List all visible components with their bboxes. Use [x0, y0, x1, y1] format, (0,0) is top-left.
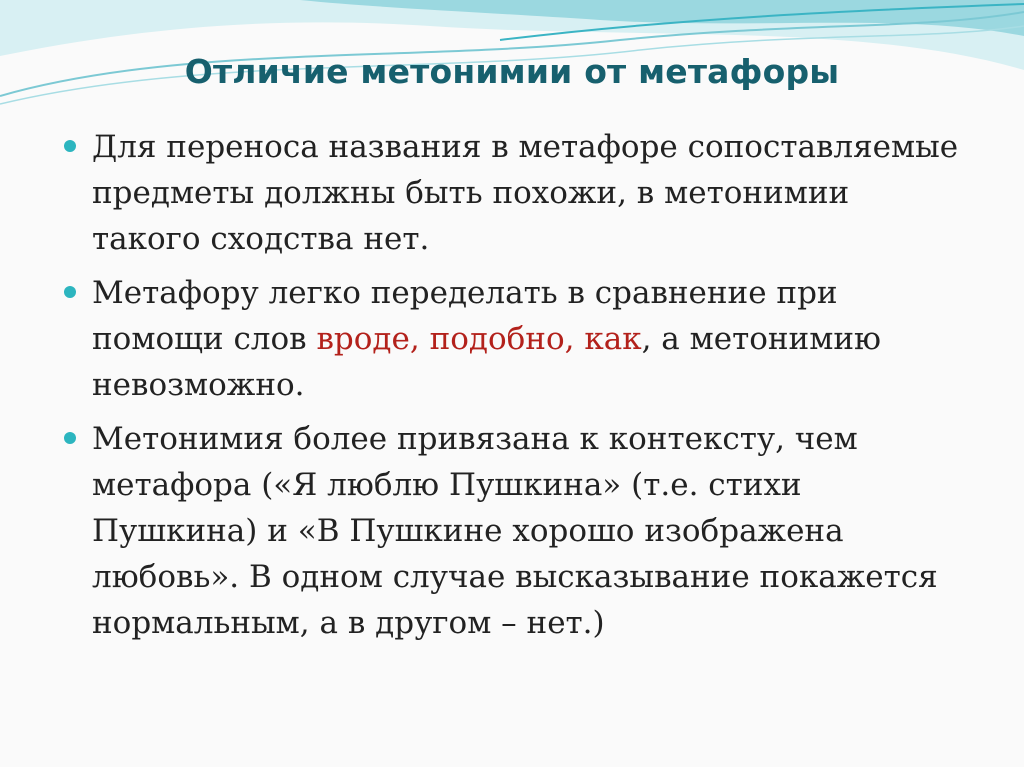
bullet-marker-icon [64, 286, 76, 298]
highlighted-words: вроде, подобно, как [316, 321, 642, 357]
bullet-marker-icon [64, 140, 76, 152]
bullet-list [60, 124, 960, 654]
bullet-text-before: Метафору легко переделать в сравнение при помощи слов [92, 275, 838, 357]
bullet-item [60, 124, 960, 262]
bullet-text: Для переноса названия в метафоре сопоставляемые предметы должны быть похожи, в метонимии такого сходства нет. [92, 129, 959, 257]
bullet-item [60, 416, 960, 646]
slide-title: Отличие метонимии от метафоры [184, 52, 840, 91]
bullet-text-after: , а метонимию невозможно. [92, 321, 881, 403]
bullet-text: Метонимия более привязана к контексту, чем метафора («Я люблю Пушкина» (т.е. стихи Пушкина) и «В Пушкине хорошо изображена любовь». В одном случае высказывание покажется нормальным, а в другом – нет.) [92, 421, 938, 641]
bullet-marker-icon [64, 432, 76, 444]
bullet-item [60, 270, 960, 408]
